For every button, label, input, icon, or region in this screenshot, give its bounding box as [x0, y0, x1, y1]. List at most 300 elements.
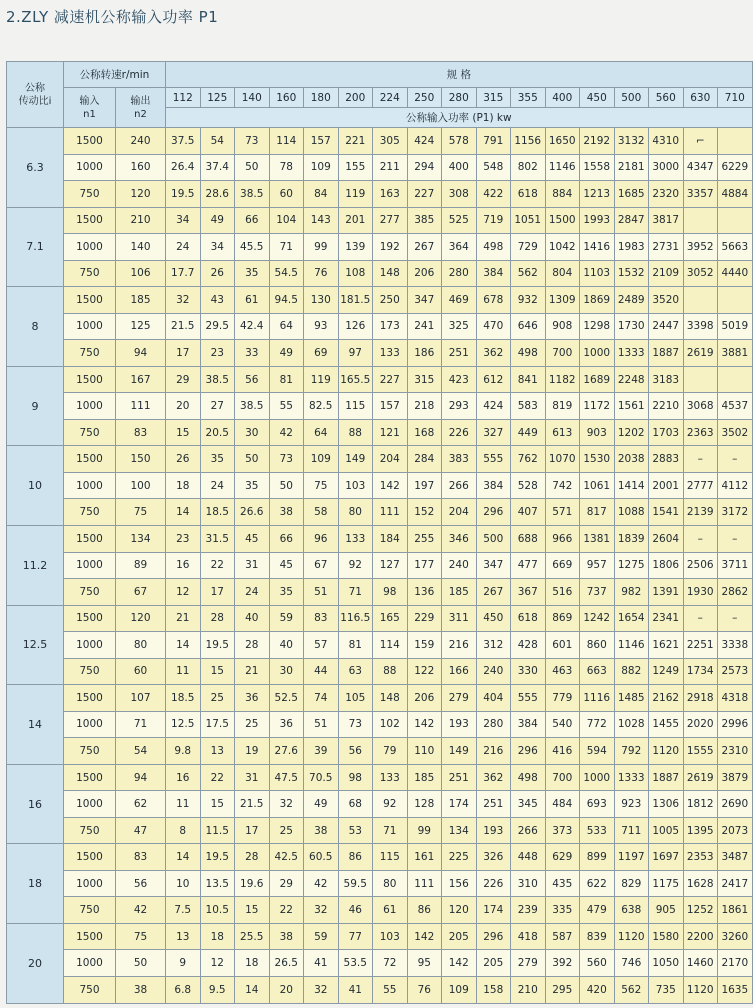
power-cell: 899 [580, 844, 615, 871]
power-cell [718, 366, 753, 393]
power-cell: 2162 [649, 685, 684, 712]
power-cell: 2001 [649, 472, 684, 499]
input-speed-cell: 1000 [64, 632, 116, 659]
power-cell: 860 [580, 632, 615, 659]
power-cell: 1806 [649, 552, 684, 579]
power-cell: 73 [338, 711, 373, 738]
power-cell: 181.5 [338, 287, 373, 314]
power-cell: 618 [511, 605, 546, 632]
size-header-cell: 710 [718, 88, 753, 108]
power-cell: 17 [200, 579, 235, 606]
power-cell: 38.5 [235, 393, 270, 420]
power-cell: 205 [476, 950, 511, 977]
power-cell: 9 [166, 950, 201, 977]
power-cell: 305 [373, 128, 408, 155]
output-speed-cell: 100 [116, 472, 166, 499]
output-speed-cell: 120 [116, 605, 166, 632]
power-cell: 152 [407, 499, 442, 526]
power-cell: 53.5 [338, 950, 373, 977]
power-cell: 5019 [718, 313, 753, 340]
power-cell: 61 [373, 897, 408, 924]
power-cell: 1309 [545, 287, 580, 314]
power-cell: 384 [476, 260, 511, 287]
power-cell: 804 [545, 260, 580, 287]
power-cell: 2341 [649, 605, 684, 632]
power-cell: 308 [442, 181, 477, 208]
power-cell: 869 [545, 605, 580, 632]
ratio-cell: 8 [7, 287, 64, 367]
output-speed-cell: 140 [116, 234, 166, 261]
power-cell: 540 [545, 711, 580, 738]
table-row [7, 791, 753, 818]
power-cell: 2139 [683, 499, 718, 526]
power-cell: 38 [304, 817, 339, 844]
power-cell: 156 [442, 870, 477, 897]
power-cell: 839 [580, 923, 615, 950]
power-cell: – [718, 605, 753, 632]
power-cell: 4440 [718, 260, 753, 287]
table-row [7, 446, 753, 473]
power-cell: 280 [476, 711, 511, 738]
power-cell: 400 [442, 154, 477, 181]
power-cell: 23 [166, 525, 201, 552]
power-cell: 3068 [683, 393, 718, 420]
power-cell: 92 [373, 791, 408, 818]
power-cell: 10 [166, 870, 201, 897]
power-cell: 255 [407, 525, 442, 552]
power-cell: 93 [304, 313, 339, 340]
power-cell: 226 [442, 419, 477, 446]
table-row [7, 234, 753, 261]
power-cell: 383 [442, 446, 477, 473]
power-cell: 128 [407, 791, 442, 818]
power-cell: 1839 [614, 525, 649, 552]
power-cell: 122 [407, 658, 442, 685]
power-cell: 1654 [614, 605, 649, 632]
power-cell: 142 [407, 711, 442, 738]
power-cell: 1558 [580, 154, 615, 181]
power-cell: 1983 [614, 234, 649, 261]
power-cell: 119 [304, 366, 339, 393]
power-cell: 130 [304, 287, 339, 314]
power-cell: 34 [200, 234, 235, 261]
power-cell: 28.6 [200, 181, 235, 208]
table-row [7, 817, 753, 844]
power-cell: 905 [649, 897, 684, 924]
power-cell: 267 [407, 234, 442, 261]
power-cell: 63 [338, 658, 373, 685]
power-cell: 36 [269, 711, 304, 738]
power-cell: 133 [338, 525, 373, 552]
size-header-cell: 250 [407, 88, 442, 108]
input-speed-cell: 1000 [64, 552, 116, 579]
power-cell: 161 [407, 844, 442, 871]
power-cell: 35 [269, 579, 304, 606]
size-header-cell: 125 [200, 88, 235, 108]
power-cell: 76 [407, 977, 442, 1004]
ratio-cell: 7.1 [7, 207, 64, 287]
output-speed-cell: 210 [116, 207, 166, 234]
input-speed-cell: 750 [64, 658, 116, 685]
power-cell: 1414 [614, 472, 649, 499]
power-cell: 21 [166, 605, 201, 632]
page-title: 2.ZLY 减速机公称输入功率 P1 [6, 8, 219, 26]
power-cell: 792 [614, 738, 649, 765]
power-cell: 294 [407, 154, 442, 181]
power-cell: 149 [338, 446, 373, 473]
power-cell: 30 [269, 658, 304, 685]
power-cell: 45 [235, 525, 270, 552]
power-cell: 311 [442, 605, 477, 632]
power-cell: – [683, 525, 718, 552]
power-cell: 45.5 [235, 234, 270, 261]
ratio-cell: 16 [7, 764, 64, 844]
power-cell: 449 [511, 419, 546, 446]
output-speed-cell: 89 [116, 552, 166, 579]
output-speed-cell: 42 [116, 897, 166, 924]
input-speed-cell: 750 [64, 738, 116, 765]
power-cell: 418 [511, 923, 546, 950]
power-cell: 1993 [580, 207, 615, 234]
power-cell: 279 [511, 950, 546, 977]
output-speed-cell: 47 [116, 817, 166, 844]
power-cell: 104 [269, 207, 304, 234]
power-cell: 688 [511, 525, 546, 552]
power-cell: 3881 [718, 340, 753, 367]
power-cell: 94.5 [269, 287, 304, 314]
power-cell: 29 [269, 870, 304, 897]
input-speed-cell: 1500 [64, 366, 116, 393]
power-cell: 384 [511, 711, 546, 738]
input-speed-cell: 750 [64, 817, 116, 844]
power-cell: 500 [476, 525, 511, 552]
power-cell: 1887 [649, 764, 684, 791]
power-cell: 103 [338, 472, 373, 499]
input-speed-cell: 1000 [64, 393, 116, 420]
power-cell: 142 [442, 950, 477, 977]
power-cell: 69 [304, 340, 339, 367]
power-cell: 67 [304, 552, 339, 579]
power-cell: 1541 [649, 499, 684, 526]
input-speed-cell: 750 [64, 977, 116, 1004]
power-cell: 60 [269, 181, 304, 208]
power-cell: 841 [511, 366, 546, 393]
power-cell: 1042 [545, 234, 580, 261]
size-header-cell: 450 [580, 88, 615, 108]
size-header-cell: 630 [683, 88, 718, 108]
power-cell: 1532 [614, 260, 649, 287]
power-cell: 18 [200, 923, 235, 950]
power-cell [683, 287, 718, 314]
power-cell: 75 [304, 472, 339, 499]
power-cell: 1298 [580, 313, 615, 340]
power-cell: 50 [269, 472, 304, 499]
power-cell: 27.6 [269, 738, 304, 765]
power-cell: 23 [200, 340, 235, 367]
power-cell: 98 [338, 764, 373, 791]
power-cell: 4347 [683, 154, 718, 181]
input-symbol: n1 [83, 108, 96, 120]
size-header-cell: 180 [304, 88, 339, 108]
input-speed-cell: 750 [64, 897, 116, 924]
power-cell: 277 [373, 207, 408, 234]
ratio-header-line1: 公称 [25, 82, 45, 94]
power-cell: 1381 [580, 525, 615, 552]
power-cell: 15 [235, 897, 270, 924]
size-header-cell: 560 [649, 88, 684, 108]
size-header-cell: 500 [614, 88, 649, 108]
power-cell: 136 [407, 579, 442, 606]
power-cell: 92 [338, 552, 373, 579]
power-cell: 51 [304, 711, 339, 738]
power-cell: 115 [338, 393, 373, 420]
power-cell: 109 [304, 154, 339, 181]
power-cell: 86 [338, 844, 373, 871]
power-cell: 201 [338, 207, 373, 234]
power-cell: 37.4 [200, 154, 235, 181]
output-speed-cell: 56 [116, 870, 166, 897]
power-cell: 2181 [614, 154, 649, 181]
power-cell: 149 [442, 738, 477, 765]
power-cell: 1275 [614, 552, 649, 579]
power-cell: 16 [166, 764, 201, 791]
power-cell: 330 [511, 658, 546, 685]
power-cell: 155 [338, 154, 373, 181]
power-cell: 184 [373, 525, 408, 552]
power-cell: 325 [442, 313, 477, 340]
power-cell: 719 [476, 207, 511, 234]
power-cell: 12.5 [166, 711, 201, 738]
power-cell: 612 [476, 366, 511, 393]
power-cell: 700 [545, 340, 580, 367]
power-cell: 22 [200, 764, 235, 791]
power-cell: 618 [511, 181, 546, 208]
power-cell: 51 [304, 579, 339, 606]
input-speed-cell: 1500 [64, 128, 116, 155]
size-header-cell: 160 [269, 88, 304, 108]
output-speed-cell: 38 [116, 977, 166, 1004]
input-speed-cell: 750 [64, 579, 116, 606]
power-cell: 1213 [580, 181, 615, 208]
power-cell: 15 [200, 658, 235, 685]
power-cell: 2109 [649, 260, 684, 287]
power-cell: 96 [304, 525, 339, 552]
input-speed-cell: 1500 [64, 923, 116, 950]
table-row [7, 181, 753, 208]
power-cell: 102 [373, 711, 408, 738]
power-cell: 463 [545, 658, 580, 685]
power-cell: 16 [166, 552, 201, 579]
power-cell: 26 [166, 446, 201, 473]
power-cell: 3357 [683, 181, 718, 208]
input-speed-cell: 1000 [64, 234, 116, 261]
power-cell: 193 [442, 711, 477, 738]
power-cell: 133 [373, 764, 408, 791]
power-cell: 3260 [718, 923, 753, 950]
power-cell: 1249 [649, 658, 684, 685]
input-speed-cell: 1500 [64, 844, 116, 871]
power-cell: 14 [166, 499, 201, 526]
table-row [7, 897, 753, 924]
power-cell: 6229 [718, 154, 753, 181]
power-cell: 14 [166, 632, 201, 659]
power-cell: 2731 [649, 234, 684, 261]
power-cell: 88 [338, 419, 373, 446]
output-speed-cell: 240 [116, 128, 166, 155]
power-cell: 498 [476, 234, 511, 261]
table-row [7, 525, 753, 552]
power-cell: 678 [476, 287, 511, 314]
power-cell: 669 [545, 552, 580, 579]
table-row [7, 552, 753, 579]
power-cell: 105 [338, 685, 373, 712]
power-cell: 392 [545, 950, 580, 977]
power-cell: 139 [338, 234, 373, 261]
power-cell: 142 [407, 923, 442, 950]
power-cell: 1103 [580, 260, 615, 287]
power-cell: 13 [166, 923, 201, 950]
input-speed-cell: 1000 [64, 870, 116, 897]
output-speed-cell: 83 [116, 844, 166, 871]
power-cell: 3183 [649, 366, 684, 393]
power-cell: 45 [269, 552, 304, 579]
power-cell: 266 [442, 472, 477, 499]
power-cell: 613 [545, 419, 580, 446]
power-cell: 587 [545, 923, 580, 950]
input-speed-cell: 1000 [64, 791, 116, 818]
power-cell: 385 [407, 207, 442, 234]
power-cell: 227 [407, 181, 442, 208]
power-cell: – [718, 525, 753, 552]
power-cell: 241 [407, 313, 442, 340]
power-cell: 315 [407, 366, 442, 393]
power-cell: 735 [649, 977, 684, 1004]
power-cell: 20.5 [200, 419, 235, 446]
power-cell: 3879 [718, 764, 753, 791]
power-cell: 111 [373, 499, 408, 526]
power-cell: 279 [442, 685, 477, 712]
power-cell: 216 [442, 632, 477, 659]
size-header-cell: 355 [511, 88, 546, 108]
power-cell: 204 [373, 446, 408, 473]
power-cell: 21.5 [235, 791, 270, 818]
power-cell: 61 [235, 287, 270, 314]
power-cell: 71 [269, 234, 304, 261]
power-cell: 1861 [718, 897, 753, 924]
power-cell: 638 [614, 897, 649, 924]
power-cell: 2619 [683, 764, 718, 791]
power-cell: 422 [476, 181, 511, 208]
power-cell [718, 287, 753, 314]
input-speed-cell: 1500 [64, 207, 116, 234]
power-cell: 197 [407, 472, 442, 499]
power-cell: 746 [614, 950, 649, 977]
power-cell: 498 [511, 340, 546, 367]
power-cell: 772 [580, 711, 615, 738]
power-cell: 700 [545, 764, 580, 791]
power-cell: 729 [511, 234, 546, 261]
power-cell: 2073 [718, 817, 753, 844]
ratio-cell: 18 [7, 844, 64, 924]
power-cell: 693 [580, 791, 615, 818]
power-cell: 1930 [683, 579, 718, 606]
power-cell: 49 [200, 207, 235, 234]
power-cell: 1621 [649, 632, 684, 659]
power-cell: 1116 [580, 685, 615, 712]
power-cell: 1146 [545, 154, 580, 181]
power-cell: 17 [166, 340, 201, 367]
power-cell: 40 [235, 605, 270, 632]
power-cell: 239 [511, 897, 546, 924]
ratio-cell: 14 [7, 685, 64, 765]
table-row [7, 738, 753, 765]
power-cell: 110 [407, 738, 442, 765]
power-cell: 134 [442, 817, 477, 844]
input-speed-cell: 750 [64, 419, 116, 446]
power-cell: 2038 [614, 446, 649, 473]
power-cell: 103 [373, 923, 408, 950]
power-cell: 346 [442, 525, 477, 552]
speed-header: 公称转速r/min [64, 62, 166, 88]
power-cell: 310 [511, 870, 546, 897]
power-cell: 384 [476, 472, 511, 499]
power-cell: 133 [373, 340, 408, 367]
power-cell: 120 [442, 897, 477, 924]
power-cell: 266 [511, 817, 546, 844]
power-cell: 64 [269, 313, 304, 340]
power-cell: 2996 [718, 711, 753, 738]
power-cell: 2020 [683, 711, 718, 738]
power-cell: 55 [269, 393, 304, 420]
power-cell: 58 [304, 499, 339, 526]
power-cell: 216 [476, 738, 511, 765]
power-cell: 2777 [683, 472, 718, 499]
power-cell: 11.5 [200, 817, 235, 844]
power-cell: 206 [407, 685, 442, 712]
output-speed-cell: 94 [116, 764, 166, 791]
power-cell: 81 [338, 632, 373, 659]
power-cell: 3132 [614, 128, 649, 155]
power-cell: 11 [166, 658, 201, 685]
table-row [7, 605, 753, 632]
power-cell: 1333 [614, 340, 649, 367]
power-cell: 31 [235, 764, 270, 791]
power-cell: 884 [545, 181, 580, 208]
input-speed-header [64, 88, 116, 128]
table-row [7, 658, 753, 685]
power-cell: 817 [580, 499, 615, 526]
power-cell: 50 [235, 446, 270, 473]
power-cell: 39 [304, 738, 339, 765]
power-cell: 19.5 [200, 844, 235, 871]
size-header-cell: 112 [166, 88, 201, 108]
output-speed-cell: 150 [116, 446, 166, 473]
power-cell: 33 [235, 340, 270, 367]
power-cell: 126 [338, 313, 373, 340]
power-cell: 4310 [649, 128, 684, 155]
power-cell: 18 [235, 950, 270, 977]
power-cell: 114 [373, 632, 408, 659]
power-cell [718, 207, 753, 234]
power-cell: 49 [269, 340, 304, 367]
power-cell: 555 [511, 685, 546, 712]
output-speed-cell: 94 [116, 340, 166, 367]
power-cell: 41 [304, 950, 339, 977]
power-cell: 59 [304, 923, 339, 950]
power-cell: 73 [235, 128, 270, 155]
power-cell: 424 [407, 128, 442, 155]
power-cell: 37.5 [166, 128, 201, 155]
